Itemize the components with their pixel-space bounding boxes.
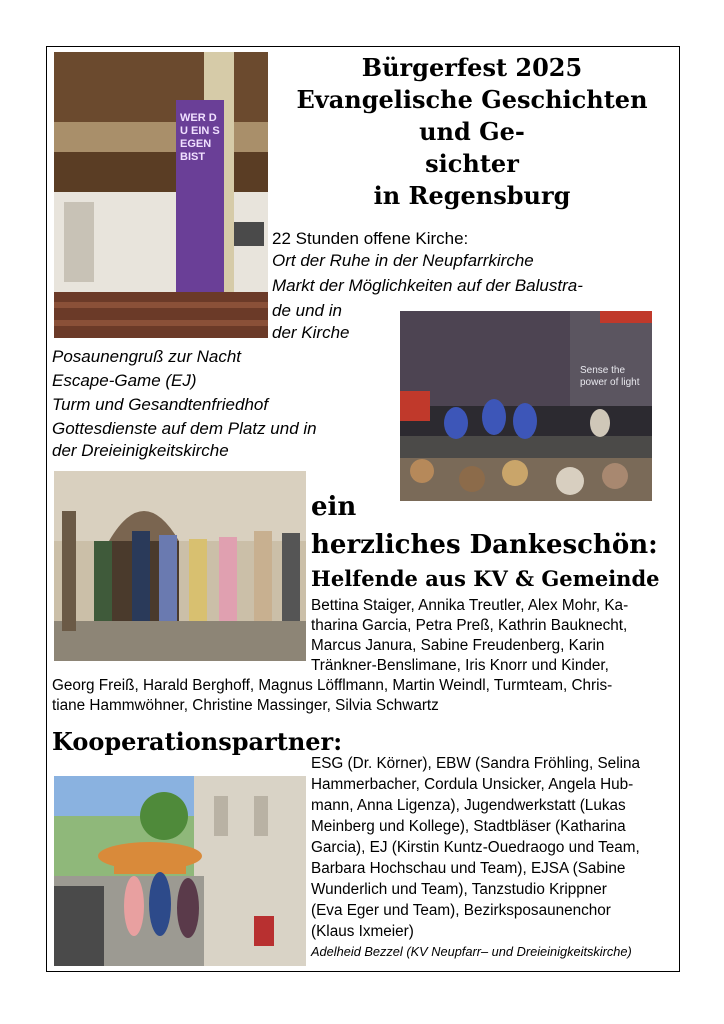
photo-church-interior [54,52,268,338]
stage-text: Sense the [580,365,626,376]
partners-line: Meinberg und Kollege), Stadtbläser (Katharina [311,818,626,835]
thanks-heading-line: herzliches Dankeschön: [311,530,658,560]
partners-line: (Eva Eger und Team), Bezirksposaunenchor [311,902,611,919]
signature: Adelheid Bezzel (KV Neupfarr– und Dreieinigkeitskirche) [311,944,632,959]
partners-line: Garcia), EJ (Kirstin Kuntz-Ouedraogo und Team, [311,839,640,856]
partners-line: Hammerbacher, Cordula Unsicker, Angela Hub- [311,776,634,793]
program-item: der Dreieinigkeitskirche [52,441,229,460]
program-item: der Kirche [272,323,350,342]
thanks-heading [311,488,658,564]
program-item: Escape-Game (EJ) [52,371,197,390]
partners-line: mann, Anna Ligenza), Jugendwerkstatt (Lukas [311,797,626,814]
helpers-line: Bettina Staiger, Annika Treutler, Alex Mohr, Ka- [311,597,629,614]
helpers-line: tharina Garcia, Petra Preß, Kathrin Bauknecht, [311,617,628,634]
title-line: Bürgerfest 2025 [361,53,583,82]
helpers-line: tiane Hammwöhner, Christine Massinger, Silvia Schwartz [52,697,439,714]
partners-line: Wunderlich und Team), Tanzstudio Krippner [311,881,607,898]
partners-line: ESG (Dr. Körner), EBW (Sandra Fröhling, Selina [311,755,641,772]
program-intro: 22 Stunden offene Kirche: [272,229,469,248]
title-line: Evangelische Geschichten und Ge- [296,85,648,146]
partners-heading: Kooperationspartner: [52,727,343,756]
partners-line: (Klaus Ixmeier) [311,923,414,940]
program-item: Gottesdienste auf dem Platz und in [52,419,317,438]
title-line: sichter [425,149,519,178]
helpers-line: Georg Freiß, Harald Berghoff, Magnus Löfflmann, Martin Weindl, Turmteam, Chris- [52,677,613,694]
program-item: Turm und Gesandtenfriedhof [52,395,269,414]
photo-outdoor-group [54,776,306,966]
program-item: Ort der Ruhe in der Neupfarrkirche [272,251,534,270]
banner-text: WER DU EIN SEGEN BIST [180,112,220,163]
program-item: Posaunengruß zur Nacht [52,347,241,366]
photo-brass-band [54,471,306,661]
helpers-line: Tränkner-Benslimane, Iris Knorr und Kinder, [311,657,609,674]
program-item: Markt der Möglichkeiten auf der Balustra- [272,276,583,295]
helpers-subheading: Helfende aus KV & Gemeinde [311,566,660,591]
stage-text: power of light [580,377,640,388]
title-line: in Regensburg [373,181,571,210]
photo-stage-dance [400,311,652,501]
thanks-heading-line: ein [311,492,357,522]
page-title [270,52,674,212]
helpers-line: Marcus Janura, Sabine Freudenberg, Karin [311,637,605,654]
program-item: de und in [272,301,342,320]
partners-line: Barbara Hochschau und Team), EJSA (Sabine [311,860,626,877]
